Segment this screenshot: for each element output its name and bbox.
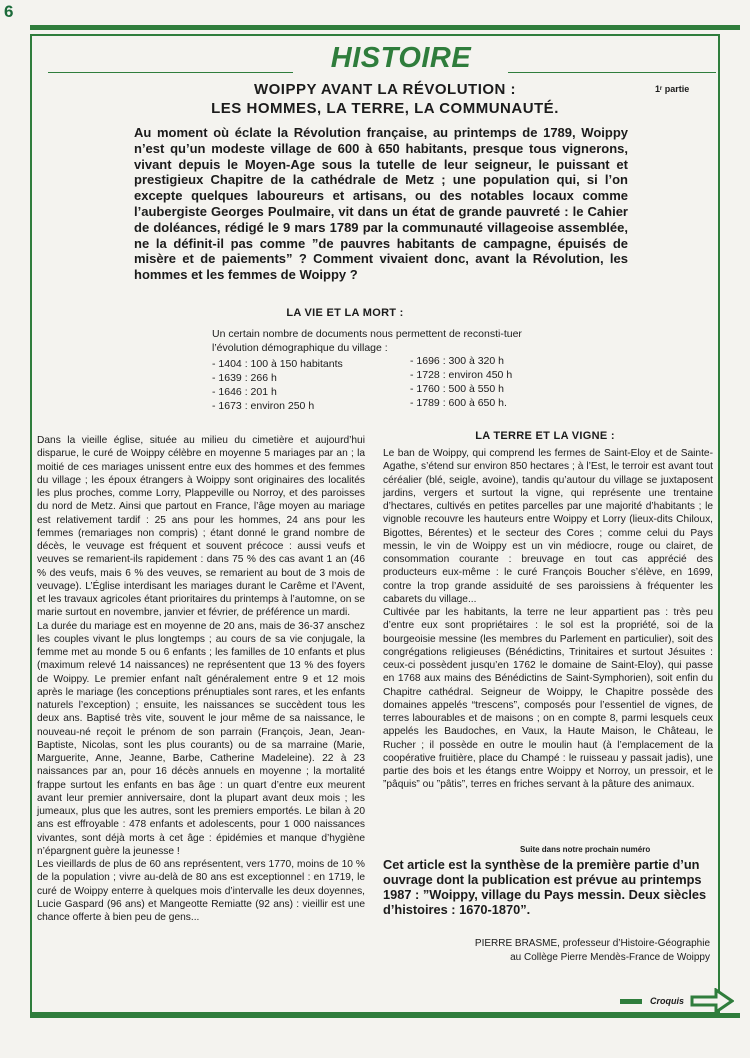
author-credit [420, 937, 710, 965]
synthesis-note: Cet article est la synthèse de la première partie d’un ouvrage dont la publication est prévue au printemps 1987 : ”Woippy, village du Pays messin. Deux siècles d’histoires : 1670-1870”. [383, 857, 707, 917]
right-column [383, 447, 713, 792]
author-line-2: au Collège Pierre Mendès-France de Woippy [510, 952, 710, 963]
demography-item: - 1760 : 500 à 550 h [410, 383, 504, 395]
demography-list-left [212, 357, 343, 413]
section-title: HISTOIRE [330, 42, 472, 74]
right-paragraph: Le ban de Woippy, qui comprend les fermes de Saint-Eloy et de Sainte-Agathe, s’étend sur environ 850 hectares ; à l’Est, le terroir est avant tout céréalier (blé, seigle, avoine), tandis qu’autour du village se juxtaposent jardins, vergers et surtout la vigne, qui représente une trentaine d’hectares, cultivés en petites parcelles par une majorité d’habitants ; le vignoble recouvre les hauteurs entre Woippy et Lorry (lieux-dits Chiloux, Bigottes, Bérentes) et le secteur des Cores ; comme celui du Pays messin, le vin de Woippy est un vin médiocre, rouge ou clairet, de consommation courante : breuvage en tout cas apprécié des producteurs eux-même : le curé François Boucher s’élève, en 1699, contre la trop grande assiduité de ses paroissiens à fréquenter les cabarets du village... [383, 448, 713, 605]
demography-list-right [410, 354, 512, 410]
title-line-2: LES HOMMES, LA TERRE, LA COMMUNAUTÉ. [211, 100, 559, 117]
demography-item: - 1728 : environ 450 h [410, 369, 513, 381]
heading-terre-vigne: LA TERRE ET LA VIGNE : [475, 430, 615, 442]
intro-paragraph: Au moment où éclate la Révolution française, au printemps de 1789, Woippy n’est qu’un modeste village de 600 à 650 habitants, presque tous vignerons, vivant depuis le Moyen-Age sous la tutelle de leur seigneur, le puissant et prestigieux Chapitre de la cathédrale de Metz ; une population qui, si l’on excepte quelques laboureurs et artisans, ou des notables locaux comme l’aubergiste Georges Poulmaire, vit dans un état de grande pauvreté : le Cahier de doléances, rédigé le 9 mars 1789 par la communauté villageoise assemblée, ne la définit-il pas comme ”de pauvres habitants de campagne, épuisés de misère et de paiements” ? Comment vivaient donc, avant la Révolution, les hommes et les femmes de Woippy ? [134, 125, 628, 283]
page-number: 6 [4, 2, 14, 21]
left-paragraph: Dans la vieille église, située au milieu du cimetière et aujourd’hui disparue, le curé de Woippy célèbre en moyenne 5 mariages par an ; la moitié de ces mariages unissent entre eux des hommes et des femmes du village ; les époux étrangers à Woippy sont originaires des localités les plus proches, comme Lorry, Plappeville ou Norroy, et des paroisses du nord de Metz. Ainsi que partout en France, l’âge moyen au mariage est relativement tardif : 25 ans pour les hommes, 24 ans pour les femmes (remariages non compris) ; étant donné le grand nombre de décès, le veuvage est fréquent et souvent précoce : aussi veufs et veuves se remarient-ils rapidement : dans 75 % des cas avant 1 an (46 % des veufs, mais 6 % des veuves, se remarient au bout de 3 mois de veuvage). L’Église interdisant les mariages durant le Carême et l’Avent, et les travaux agricoles étant prioritaires du printemps à l’automne, on se marie surtout en novembre, janvier et février, de préférence un mardi. [37, 435, 365, 619]
part-label: 1ʳ partie [655, 84, 690, 94]
croquis-bar [620, 999, 642, 1004]
demography-item: - 1696 : 300 à 320 h [410, 355, 504, 367]
suite-note: Suite dans notre prochain numéro [520, 845, 651, 854]
heading-vie-mort: LA VIE ET LA MORT : [286, 307, 404, 319]
croquis-link[interactable] [620, 988, 734, 1014]
top-rule [30, 25, 740, 30]
author-line-1: PIERRE BRASME, professeur d’Histoire-Géographie [474, 938, 710, 949]
demography-item: - 1639 : 266 h [212, 372, 277, 384]
header-rule-right [508, 72, 716, 73]
croquis-label: Croquis [650, 996, 685, 1006]
header-rule-left [48, 72, 293, 73]
demography-item: - 1673 : environ 250 h [212, 400, 315, 412]
demography-lead: Un certain nombre de documents nous permettent de reconsti-tuer l’évolution démographique du village : [212, 328, 522, 354]
demography-item: - 1646 : 201 h [212, 386, 277, 398]
title-line-1: WOIPPY AVANT LA RÉVOLUTION : [253, 81, 517, 98]
article-title [150, 80, 620, 118]
right-paragraph: Cultivée par les habitants, la terre ne leur appartient pas : très peu d’entre eux sont propriétaires : le sol est la propriété, soi de la bourgeoisie messine (les membres du Parlement en particulier), soit des congrégations religieuses (Bénédictins, Trinitaires et surtout Jésuites : ceux-ci possèdent jusqu’en 1762 le domaine de Saint-Eloy), qui passe en 1768 aux mains des Bénédictins de Saint-Symphorien), soit enfin du Chapitre cathédral. Seigneur de Woippy, le Chapitre possède des domaines appelés “trescens”, composés pour l’essentiel de vignes, de terres labourables et de maisons ; on en compte 8, parmi lesquels ceux appelés les Baudoches, en Vaux, la Haute Maison, le Château, le Rucher ; il possède en outre le moulin haut (à l’emplacement de la coopérative fruitière, place du Champé : le ruisseau y passait jadis), une partie des bois et les étangs entre Woippy et Norroy, un pressoir, et le ”pâquis” ou ”pâtis”, terres en friches servant à la pâture des animaux. [383, 607, 713, 791]
section-header [48, 42, 716, 76]
left-column [37, 434, 365, 924]
bottom-rule [30, 1013, 740, 1018]
demography-item: - 1789 : 600 à 650 h. [410, 397, 507, 409]
left-paragraph: La durée du mariage est en moyenne de 20 ans, mais de 36-37 anschez les couples vivant le plus longtemps ; au cours de sa vie conjugale, la femme met au monde 5 ou 6 enfants ; les familles de 10 enfants et plus (maximum relevé 14 naissances) ne représentent que 13 % des foyers de Woippy. Le premier enfant naît généralement entre 9 et 12 mois après le mariage (les conceptions prénuptiales sont rares, et les enfants naturels l’exception) ; ensuite, les naissances se succèdent tous les deux ans. Baptisé très vite, souvent le jour même de sa naissance, le nouveau-né reçoit le prénom de son parrain (François, Jean, Jean-Baptiste, Nicolas, sont les plus courants) ou de sa marraine (Marie, Marguerite, Anne, Jeanne, Barbe, Catherine Madeleine). 22 à 23 naissances par an, pour 16 décès annuels en moyenne ; la mortalité frappe surtout les enfants en bas âge : un quart d’entre eux meurent avant leur premier anniversaire, dont la plupart avant deux mois ; les jumeaux, plus que les autres, sont les premiers emportés. Le bilan à 20 ans est effroyable : 478 enfants et adolescents, pour 1 000 naissances vivantes, sont déjà morts à cet âge : épidémies et manque d’hygiène n’épargnent guère la jeunesse ! [37, 620, 365, 857]
demography-item: - 1404 : 100 à 150 habitants [212, 358, 343, 370]
arrow-right-icon [690, 988, 734, 1014]
left-paragraph: Les vieillards de plus de 60 ans représentent, vers 1770, moins de 10 % de la population ; vivre au-delà de 80 ans est exceptionnel : en 1719, le curé de Woippy enterre à quelques mois d’intervalle les deux doyennes, Lucie Gaspard (96 ans) et Mangeotte Remiatte (92 ans) : vieillir est une chance offerte à bien peu de gens... [37, 859, 365, 923]
